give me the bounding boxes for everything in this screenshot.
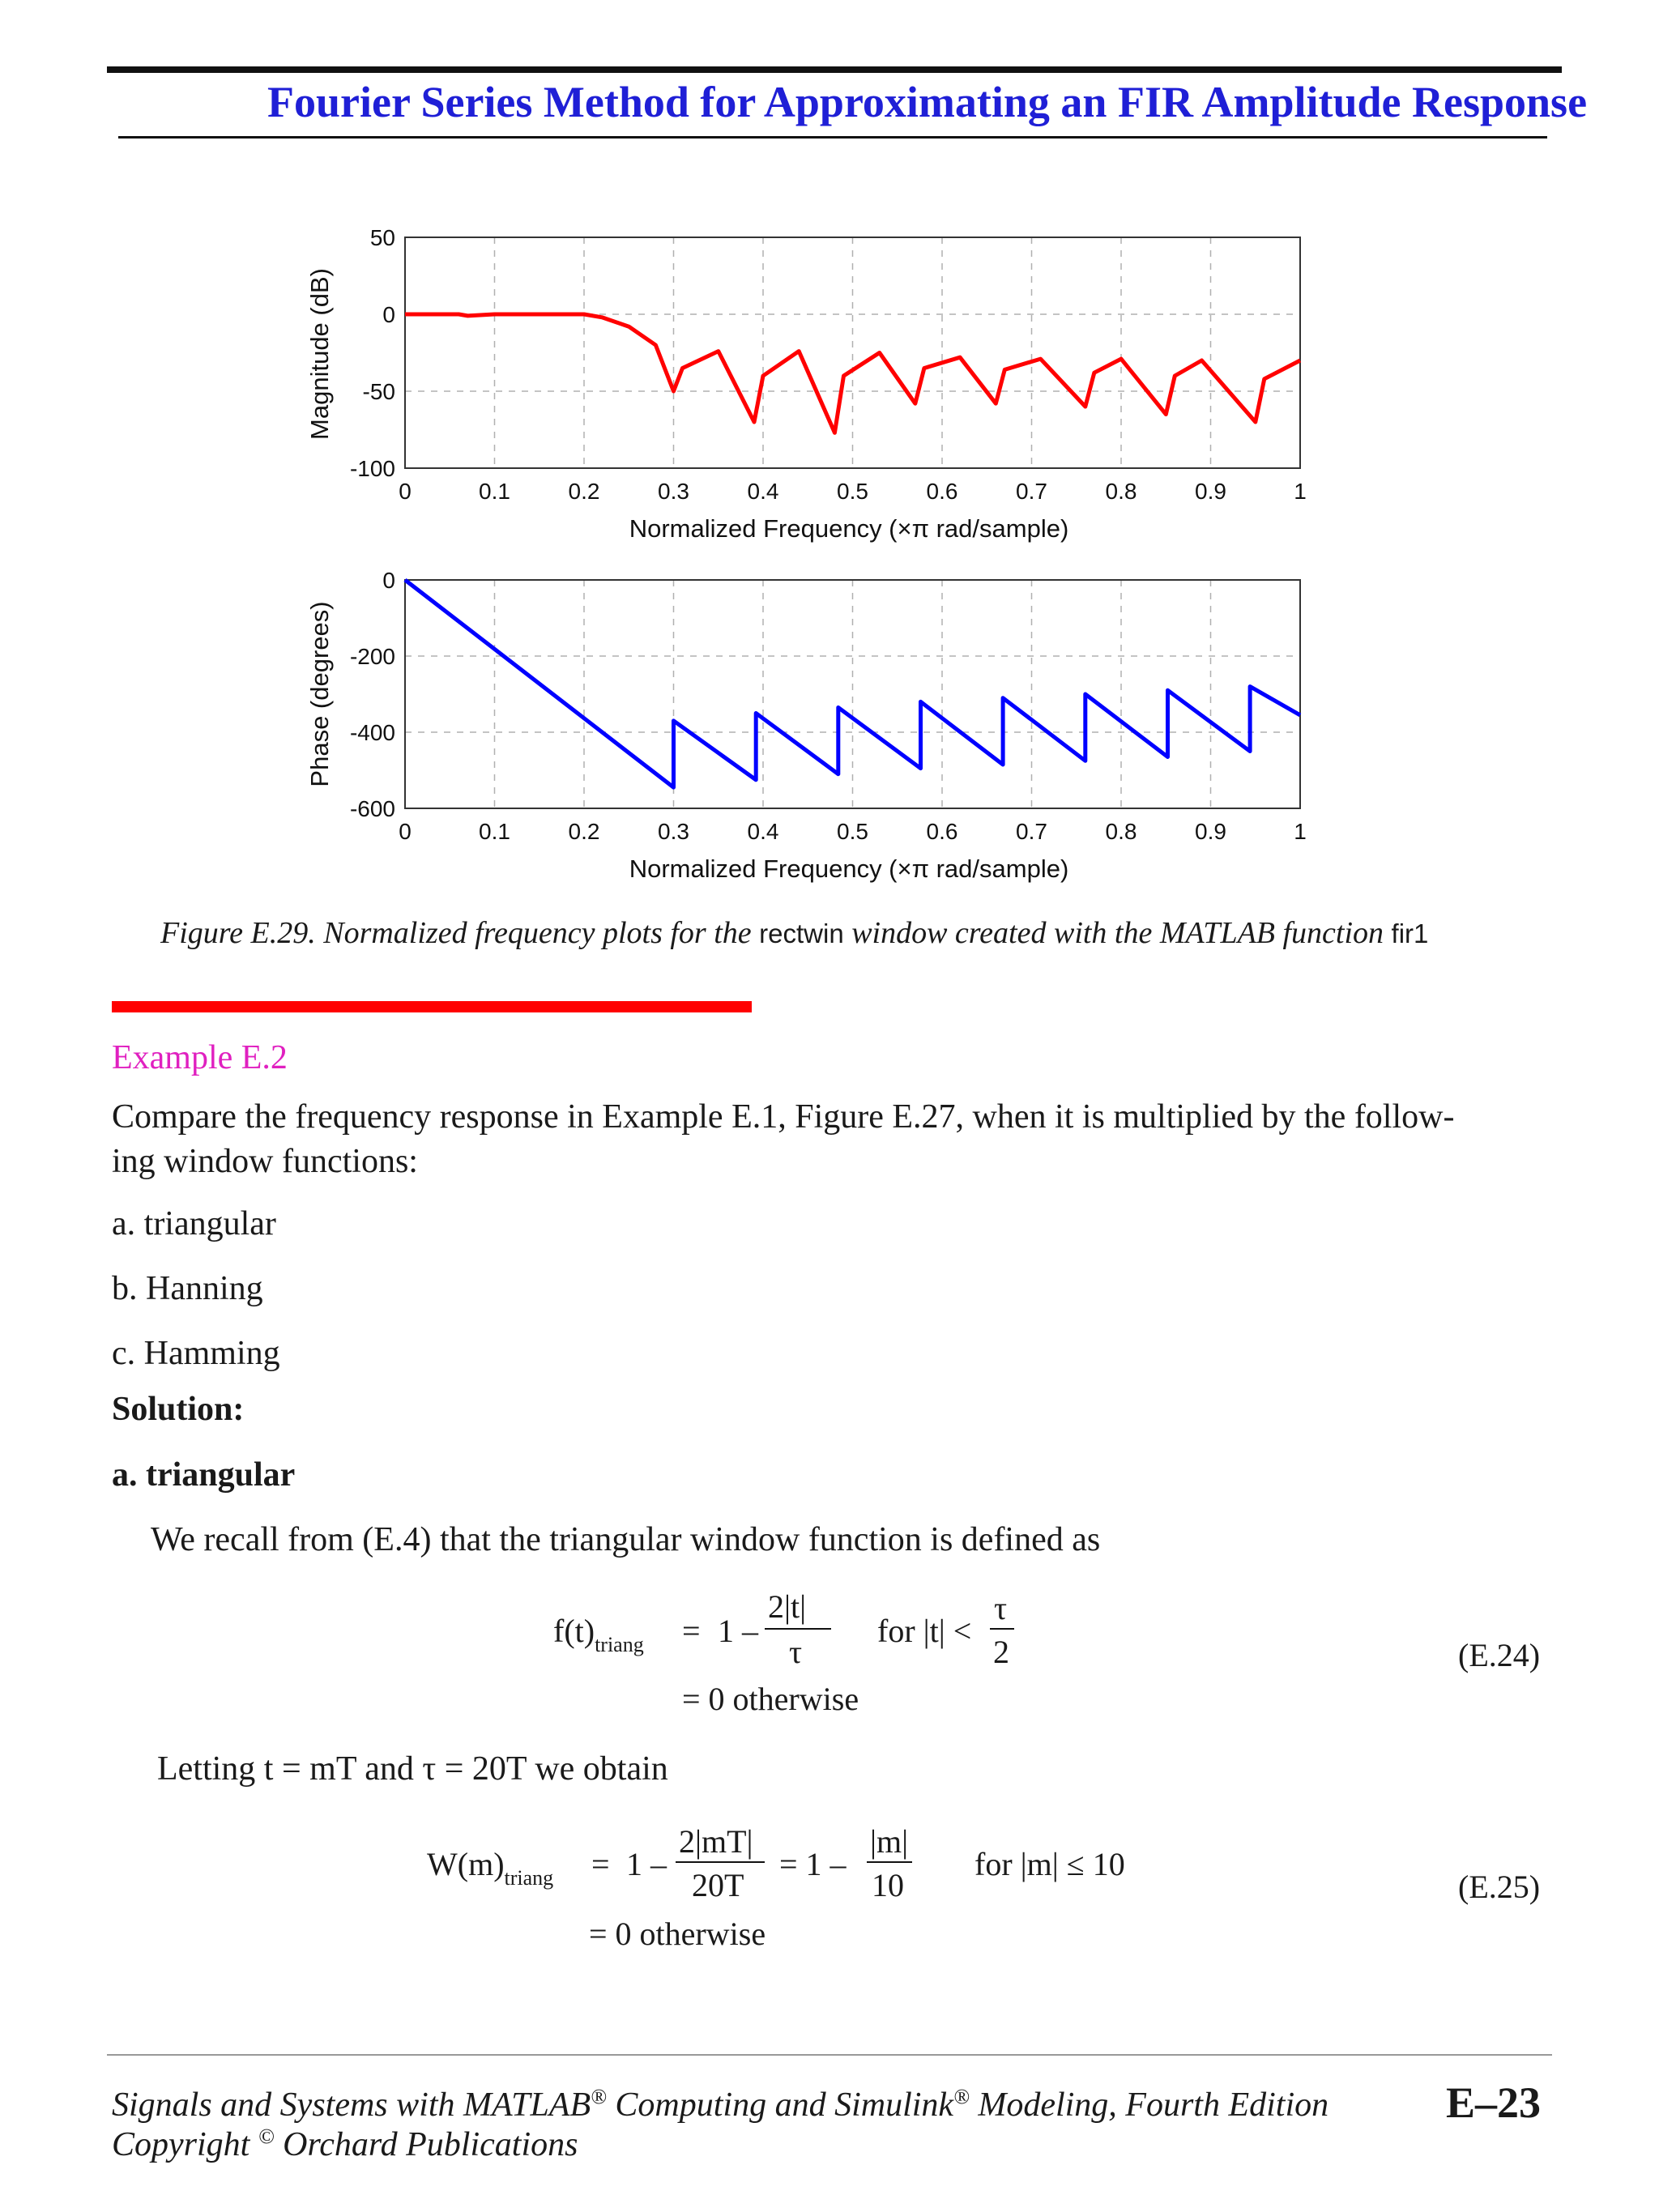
magnitude-xtick-label: 0.5: [837, 479, 868, 504]
example-accent-bar: [112, 1001, 752, 1012]
caption-code-fir1: fir1: [1391, 918, 1429, 948]
phase-ytick-label: -200: [349, 644, 395, 669]
magnitude-xtick-label: 0.7: [1016, 479, 1047, 504]
magnitude-xtick-label: 0: [399, 479, 412, 504]
eq24-lhs: $f(t)_{triang}$: [553, 1613, 644, 1656]
figure-caption: [160, 915, 1428, 951]
eq24-cond-numerator: τ: [994, 1590, 1008, 1626]
magnitude-xlabel: Normalized Frequency (×π rad/sample): [629, 514, 1069, 543]
eq25-numerator-1: 2|mT|: [679, 1823, 753, 1860]
magnitude-ytick-label: 0: [382, 302, 395, 327]
list-item-a: a. triangular: [112, 1205, 276, 1242]
eq25-mid: = 1 –: [779, 1846, 847, 1882]
recall-text: We recall from (E.4) that the triangular window function is defined as: [151, 1521, 1101, 1558]
phase-xtick-label: 0: [399, 819, 412, 844]
phase-xlabel: Normalized Frequency (×π rad/sample): [629, 855, 1069, 883]
magnitude-xtick-label: 0.6: [926, 479, 958, 504]
eq25-numerator-2: |m|: [870, 1823, 909, 1860]
page-number: E–23: [1445, 2078, 1541, 2127]
phase-xtick-label: 0.8: [1105, 819, 1137, 844]
phase-yticks: [350, 568, 395, 821]
footer-line1: Signals and Systems with MATLAB® Computing and Simulink® Modeling, Fourth Edition: [112, 2085, 1329, 2124]
eq24-number: (E.24): [1458, 1637, 1541, 1673]
magnitude-ylabel: Magnitude (dB): [305, 268, 334, 440]
eq25-one-minus: 1 –: [626, 1846, 667, 1882]
solution-label: Solution:: [112, 1391, 245, 1428]
footer-line2: Copyright © Orchard Publications: [112, 2125, 578, 2163]
example-prompt-line2: ing window functions:: [112, 1143, 418, 1180]
phase-xticks: [399, 819, 1307, 844]
eq25-condition: for |m| ≤ 10: [975, 1846, 1125, 1882]
eq24-denominator: τ: [789, 1634, 803, 1670]
magnitude-xtick-label: 0.2: [568, 479, 600, 504]
phase-xtick-label: 0.7: [1016, 819, 1047, 844]
magnitude-xtick-label: 0.1: [479, 479, 510, 504]
eq24-cond-denominator: 2: [993, 1634, 1009, 1670]
eq24-one-minus: 1 –: [718, 1613, 758, 1649]
eq25-equals: =: [591, 1846, 610, 1882]
eq24-cond-fraction-bar: [990, 1628, 1014, 1630]
part-a-heading: a. triangular: [112, 1456, 296, 1494]
figure-plots: [0, 0, 1659, 899]
eq24-condition: for |t| <: [877, 1613, 972, 1649]
phase-xtick-label: 0.2: [568, 819, 600, 844]
phase-ytick-label: 0: [382, 568, 395, 593]
phase-xtick-label: 1: [1294, 819, 1307, 844]
phase-xtick-label: 0.1: [479, 819, 510, 844]
example-prompt-line1: Compare the frequency response in Example E.1, Figure E.27, when it is multiplied by the follow-: [112, 1098, 1455, 1136]
magnitude-yticks: [350, 225, 395, 481]
phase-xtick-label: 0.3: [658, 819, 689, 844]
magnitude-grid: [405, 237, 1300, 468]
eq25-denominator-1: 20T: [692, 1867, 744, 1903]
magnitude-ytick-label: -100: [349, 456, 395, 481]
magnitude-ytick-label: 50: [369, 225, 395, 250]
caption-text-1: Figure E.29. Normalized frequency plots for the: [160, 916, 760, 950]
phase-xtick-label: 0.6: [926, 819, 958, 844]
eq25-number: (E.25): [1458, 1869, 1541, 1905]
caption-code-rectwin: rectwin: [759, 918, 844, 948]
phase-xtick-label: 0.4: [747, 819, 779, 844]
magnitude-xtick-label: 0.4: [747, 479, 779, 504]
magnitude-ytick-label: -50: [362, 379, 395, 404]
caption-text-2: window created with the MATLAB function: [843, 916, 1392, 950]
letting-text: Letting t = mT and τ = 20T we obtain: [157, 1750, 668, 1788]
magnitude-xticks: [399, 479, 1307, 504]
eq25-lhs: $W(m)_{triang}$: [427, 1846, 554, 1890]
phase-xtick-label: 0.5: [837, 819, 868, 844]
magnitude-xtick-label: 1: [1294, 479, 1307, 504]
eq24-numerator: 2|t|: [768, 1588, 807, 1625]
eq24-equals: =: [682, 1613, 701, 1649]
eq25-otherwise: = 0 otherwise: [589, 1916, 766, 1952]
phase-ytick-label: -600: [349, 796, 395, 821]
eq25-fraction-bar-1: [676, 1861, 765, 1863]
eq25-denominator-2: 10: [872, 1867, 904, 1903]
phase-ytick-label: -400: [349, 720, 395, 745]
eq25-fraction-bar-2: [867, 1861, 912, 1863]
magnitude-xtick-label: 0.8: [1105, 479, 1137, 504]
list-item-c: c. Hamming: [112, 1335, 280, 1372]
header-title: Fourier Series Method for Approximating an FIR Amplitude Response: [267, 78, 1588, 126]
list-item-b: b. Hanning: [112, 1270, 263, 1307]
example-title: Example E.2: [112, 1039, 288, 1076]
footer-rule: [107, 2054, 1552, 2056]
magnitude-xtick-label: 0.9: [1195, 479, 1226, 504]
eq24-otherwise: = 0 otherwise: [682, 1681, 859, 1717]
magnitude-xtick-label: 0.3: [658, 479, 689, 504]
phase-xtick-label: 0.9: [1195, 819, 1226, 844]
magnitude-plot: [305, 225, 1307, 543]
eq24-fraction-bar: [765, 1628, 831, 1630]
phase-ylabel: Phase (degrees): [305, 601, 334, 787]
phase-plot: [305, 568, 1307, 883]
